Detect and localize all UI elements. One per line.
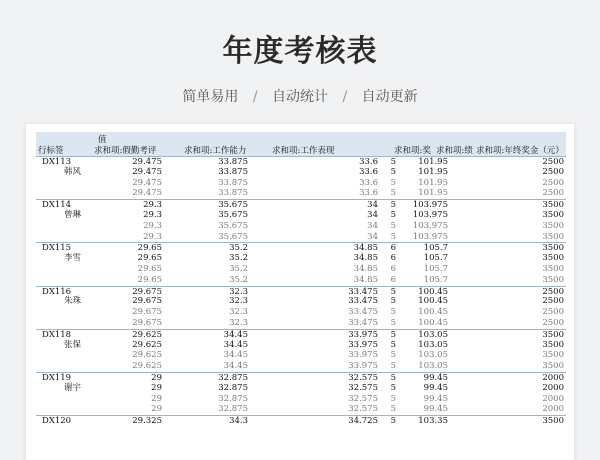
performance-cell[interactable]: 32.575 [348,393,378,404]
bonus-points-cell[interactable]: 5 [390,307,396,318]
bonus-points-cell[interactable]: 6 [390,263,396,274]
score-cell[interactable]: 100.45 [418,307,448,318]
score-cell[interactable]: 103.35 [418,416,448,427]
ability-cell[interactable]: 34.45 [223,350,248,361]
performance-cell[interactable]: 33.6 [359,177,378,188]
bonus-points-cell[interactable]: 5 [390,393,396,404]
bonus-points-cell[interactable]: 5 [390,350,396,361]
row-label-cell[interactable]: DX113 [42,157,72,167]
attendance-cell[interactable]: 29.475 [132,188,162,199]
year-end-bonus-cell[interactable]: 3500 [542,253,564,264]
score-cell[interactable]: 103.05 [418,350,448,361]
row-label-cell[interactable]: DX114 [42,200,72,211]
pivot-table-sheet [26,124,574,460]
performance-cell[interactable]: 33.475 [348,296,378,307]
performance-cell[interactable]: 34.85 [353,274,378,285]
ability-cell[interactable]: 32.875 [218,404,248,415]
bonus-points-cell[interactable]: 5 [390,317,396,328]
ability-cell[interactable]: 32.3 [229,307,248,318]
year-end-bonus-cell[interactable]: 3500 [542,263,564,274]
bonus-points-cell[interactable]: 5 [390,157,396,167]
year-end-bonus-cell[interactable]: 3500 [542,416,564,427]
ability-cell[interactable]: 35.675 [218,209,248,220]
ability-cell[interactable]: 32.875 [218,382,248,393]
employee-name-cell[interactable]: 韩风 [64,166,82,177]
performance-cell[interactable]: 33.6 [359,166,378,177]
year-end-bonus-cell[interactable]: 2000 [542,393,564,404]
header-col-bonus-points[interactable]: 求和项:奖 [394,146,431,156]
attendance-cell[interactable]: 29.3 [143,231,162,242]
table-row[interactable] [36,286,566,297]
table-row[interactable] [36,221,566,232]
table-row[interactable] [36,210,566,221]
attendance-cell[interactable]: 29.625 [132,329,162,340]
ability-cell[interactable]: 33.875 [218,177,248,188]
score-cell[interactable]: 105.7 [423,253,448,264]
ability-cell[interactable]: 32.3 [229,317,248,328]
year-end-bonus-cell[interactable]: 3500 [542,209,564,220]
year-end-bonus-cell[interactable]: 3500 [542,339,564,350]
row-label-cell[interactable]: DX116 [42,286,72,297]
subtitle-item-auto-update: 自动更新 [361,89,418,105]
attendance-cell[interactable]: 29 [151,393,162,404]
bonus-points-cell[interactable]: 5 [390,329,396,340]
table-row[interactable] [36,199,566,210]
table-row[interactable] [36,275,566,286]
bonus-points-cell[interactable]: 5 [390,339,396,350]
score-cell[interactable]: 100.45 [418,317,448,328]
score-cell[interactable]: 99.45 [423,372,448,383]
year-end-bonus-cell[interactable]: 2500 [542,307,564,318]
header-col-ability[interactable]: 求和项:工作能力 [184,146,247,156]
performance-cell[interactable]: 32.575 [348,372,378,383]
year-end-bonus-cell[interactable]: 2000 [542,382,564,393]
header-row-label[interactable]: 行标签 [38,146,64,156]
ability-cell[interactable]: 32.875 [218,393,248,404]
performance-cell[interactable]: 33.975 [348,350,378,361]
attendance-cell[interactable]: 29.475 [132,177,162,188]
performance-cell[interactable]: 34.85 [353,263,378,274]
subtitle-item-easy: 简单易用 [182,89,239,105]
attendance-cell[interactable]: 29.65 [137,243,162,254]
performance-cell[interactable]: 34 [367,200,378,211]
performance-cell[interactable]: 34.85 [353,253,378,264]
year-end-bonus-cell[interactable]: 3500 [542,274,564,285]
score-cell[interactable]: 103.05 [418,329,448,340]
table-row[interactable] [36,415,566,426]
year-end-bonus-cell[interactable]: 2500 [542,296,564,307]
page-title: 年度考核表 [222,34,378,69]
subtitle-separator: / [252,89,258,105]
subtitle-item-auto-stats: 自动统计 [272,89,328,105]
score-cell[interactable]: 100.45 [418,286,448,297]
performance-cell[interactable]: 32.575 [348,382,378,393]
table-row[interactable] [36,372,566,383]
ability-cell[interactable]: 34.45 [223,361,248,372]
performance-cell[interactable]: 33.975 [348,329,378,340]
score-cell[interactable]: 103.975 [412,200,448,211]
ability-cell[interactable]: 34.45 [223,329,248,340]
attendance-cell[interactable]: 29.675 [132,307,162,318]
attendance-cell[interactable]: 29.675 [132,296,162,307]
year-end-bonus-cell[interactable]: 2500 [542,157,564,167]
bonus-points-cell[interactable]: 6 [390,274,396,285]
table-row[interactable] [36,178,566,189]
attendance-cell[interactable]: 29.65 [137,253,162,264]
score-cell[interactable]: 103.05 [418,361,448,372]
performance-cell[interactable]: 34 [367,231,378,242]
ability-cell[interactable]: 33.875 [218,188,248,199]
bonus-points-cell[interactable]: 5 [390,209,396,220]
ability-cell[interactable]: 35.2 [229,263,248,274]
table-row[interactable] [36,264,566,275]
attendance-cell[interactable]: 29 [151,382,162,393]
bonus-points-cell[interactable]: 5 [390,404,396,415]
bonus-points-cell[interactable]: 5 [390,188,396,199]
ability-cell[interactable]: 33.875 [218,166,248,177]
header-col-attendance[interactable]: 求和项:假勤考评 [94,146,157,156]
year-end-bonus-cell[interactable]: 3500 [542,350,564,361]
attendance-cell[interactable]: 29.625 [132,339,162,350]
bonus-points-cell[interactable]: 5 [390,382,396,393]
bonus-points-cell[interactable]: 5 [390,296,396,307]
bonus-points-cell[interactable]: 5 [390,166,396,177]
year-end-bonus-cell[interactable]: 2500 [542,177,564,188]
bonus-points-cell[interactable]: 5 [390,231,396,242]
performance-cell[interactable]: 34 [367,220,378,231]
ability-cell[interactable]: 34.45 [223,339,248,350]
row-label-cell[interactable]: DX118 [42,329,72,340]
performance-cell[interactable]: 33.6 [359,157,378,167]
performance-cell[interactable]: 32.575 [348,404,378,415]
ability-cell[interactable]: 35.2 [229,274,248,285]
performance-cell[interactable]: 33.975 [348,361,378,372]
year-end-bonus-cell[interactable]: 3500 [542,243,564,254]
attendance-cell[interactable]: 29.675 [132,286,162,297]
performance-cell[interactable]: 33.6 [359,188,378,199]
employee-name-cell[interactable]: 朱珠 [64,296,82,307]
table-row[interactable] [36,253,566,264]
score-cell[interactable]: 101.95 [418,157,448,167]
employee-name-cell[interactable]: 曾琳 [64,209,82,220]
bonus-points-cell[interactable]: 5 [390,416,396,427]
header-col-year-end-bonus[interactable]: 求和项:年终奖金（元） [476,146,564,156]
table-row[interactable] [36,340,566,351]
attendance-cell[interactable]: 29.3 [143,209,162,220]
table-row[interactable] [36,361,566,372]
table-row[interactable] [36,232,566,243]
header-col-performance[interactable]: 求和项:工作表现 [272,146,335,156]
attendance-cell[interactable]: 29.65 [137,274,162,285]
performance-cell[interactable]: 33.475 [348,307,378,318]
score-cell[interactable]: 99.45 [423,393,448,404]
score-cell[interactable]: 101.95 [418,177,448,188]
pivot-table-header [36,132,566,156]
employee-name-cell[interactable]: 张保 [64,339,82,350]
bonus-points-cell[interactable]: 5 [390,372,396,383]
row-label-cell[interactable]: DX115 [42,243,72,254]
attendance-cell[interactable]: 29.3 [143,200,162,211]
performance-cell[interactable]: 33.475 [348,317,378,328]
table-row[interactable] [36,156,566,167]
subtitle-separator: / [342,89,348,105]
table-row[interactable] [36,242,566,253]
row-label-cell[interactable]: DX119 [42,372,72,383]
bonus-points-cell[interactable]: 5 [390,177,396,188]
attendance-cell[interactable]: 29 [151,372,162,383]
year-end-bonus-cell[interactable]: 2500 [542,188,564,199]
score-cell[interactable]: 103.975 [412,220,448,231]
table-row[interactable] [36,394,566,405]
year-end-bonus-cell[interactable]: 3500 [542,361,564,372]
score-cell[interactable]: 103.05 [418,339,448,350]
bonus-points-cell[interactable]: 5 [390,361,396,372]
score-cell[interactable]: 103.975 [412,231,448,242]
ability-cell[interactable]: 34.3 [229,416,248,427]
score-cell[interactable]: 105.7 [423,274,448,285]
ability-cell[interactable]: 35.675 [218,220,248,231]
ability-cell[interactable]: 32.3 [229,286,248,297]
score-cell[interactable]: 100.45 [418,296,448,307]
header-col-score[interactable]: 求和项:绩 [436,146,473,156]
year-end-bonus-cell[interactable]: 2000 [542,404,564,415]
bonus-points-cell[interactable]: 6 [390,243,396,254]
page-subtitle [0,86,600,106]
year-end-bonus-cell[interactable]: 3500 [542,329,564,340]
bonus-points-cell[interactable]: 5 [390,286,396,297]
bonus-points-cell[interactable]: 5 [390,200,396,211]
table-row[interactable] [36,167,566,178]
ability-cell[interactable]: 33.875 [218,157,248,167]
employee-name-cell[interactable]: 谢宇 [64,382,82,393]
score-cell[interactable]: 101.95 [418,188,448,199]
header-value-label: 值 [98,135,107,145]
table-row[interactable] [36,329,566,340]
ability-cell[interactable]: 35.675 [218,231,248,242]
attendance-cell[interactable]: 29.625 [132,350,162,361]
attendance-cell[interactable]: 29.325 [132,416,162,427]
year-end-bonus-cell[interactable]: 3500 [542,231,564,242]
score-cell[interactable]: 99.45 [423,404,448,415]
ability-cell[interactable]: 32.875 [218,372,248,383]
table-row[interactable] [36,188,566,199]
table-row[interactable] [36,307,566,318]
bonus-points-cell[interactable]: 5 [390,220,396,231]
year-end-bonus-cell[interactable]: 2500 [542,317,564,328]
performance-cell[interactable]: 34 [367,209,378,220]
table-row[interactable] [36,296,566,307]
score-cell[interactable]: 101.95 [418,166,448,177]
ability-cell[interactable]: 35.675 [218,200,248,211]
year-end-bonus-cell[interactable]: 2500 [542,286,564,297]
score-cell[interactable]: 103.975 [412,209,448,220]
year-end-bonus-cell[interactable]: 3500 [542,220,564,231]
pivot-table-body [36,156,566,426]
attendance-cell[interactable]: 29.65 [137,263,162,274]
table-row[interactable] [36,404,566,415]
employee-name-cell[interactable]: 李雪 [64,253,82,264]
year-end-bonus-cell[interactable]: 3500 [542,200,564,211]
ability-cell[interactable]: 35.2 [229,243,248,254]
ability-cell[interactable]: 32.3 [229,296,248,307]
attendance-cell[interactable]: 29 [151,404,162,415]
attendance-cell[interactable]: 29.675 [132,317,162,328]
performance-cell[interactable]: 34.85 [353,243,378,254]
attendance-cell[interactable]: 29.475 [132,157,162,167]
attendance-cell[interactable]: 29.3 [143,220,162,231]
attendance-cell[interactable]: 29.475 [132,166,162,177]
performance-cell[interactable]: 34.725 [348,416,378,427]
performance-cell[interactable]: 33.975 [348,339,378,350]
attendance-cell[interactable]: 29.625 [132,361,162,372]
year-end-bonus-cell[interactable]: 2000 [542,372,564,383]
performance-cell[interactable]: 33.475 [348,286,378,297]
bonus-points-cell[interactable]: 6 [390,253,396,264]
table-row[interactable] [36,350,566,361]
score-cell[interactable]: 105.7 [423,263,448,274]
score-cell[interactable]: 99.45 [423,382,448,393]
row-label-cell[interactable]: DX120 [42,416,72,427]
ability-cell[interactable]: 35.2 [229,253,248,264]
table-row[interactable] [36,318,566,329]
year-end-bonus-cell[interactable]: 2500 [542,166,564,177]
score-cell[interactable]: 105.7 [423,243,448,254]
table-row[interactable] [36,383,566,394]
